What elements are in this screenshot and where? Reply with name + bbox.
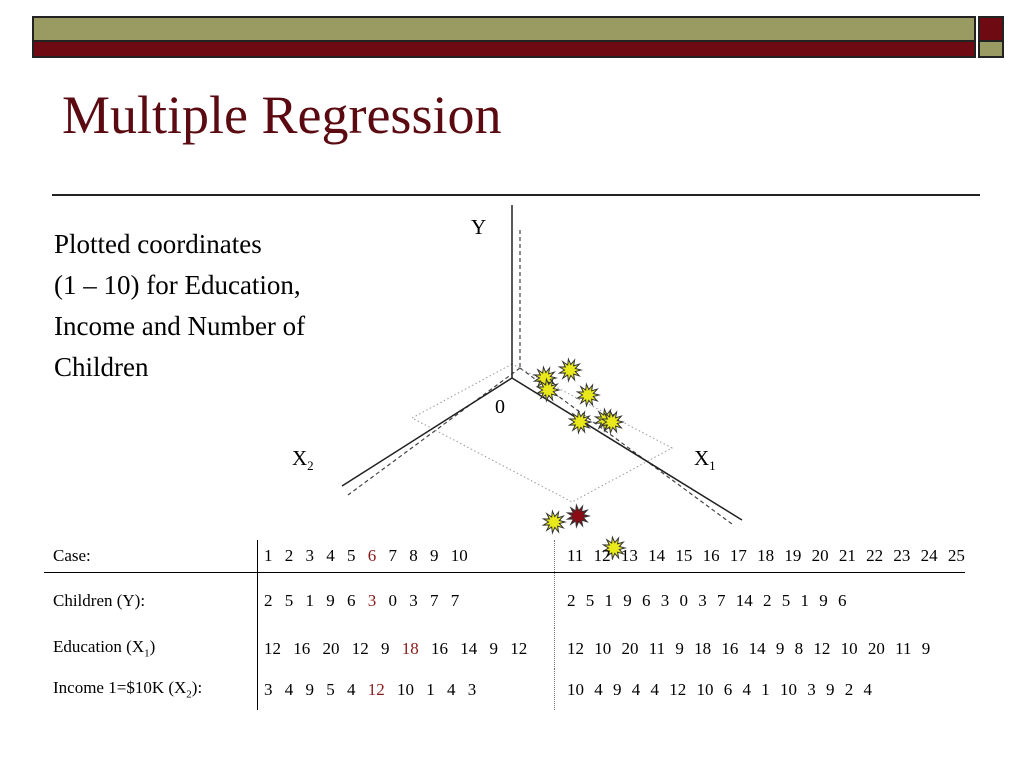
table-value: 10 — [594, 638, 612, 658]
table-value: 4 — [347, 679, 356, 699]
table-value: 9 — [489, 638, 498, 658]
table-value: 5 — [284, 590, 294, 610]
table-row — [44, 669, 965, 710]
description-line: Children — [54, 352, 149, 382]
table-value: 3 — [367, 590, 377, 610]
table-value: 9 — [326, 590, 335, 610]
table-value: 24 — [920, 546, 938, 565]
table-value: 9 — [819, 590, 828, 610]
table-value: 12 — [264, 638, 281, 658]
header-corner-olive-square — [978, 42, 1004, 58]
table-value: 3 — [698, 590, 707, 610]
row-label-text: Children (Y): — [53, 590, 146, 610]
table-value: 18 — [401, 638, 419, 658]
3d-scatter-diagram — [280, 200, 760, 560]
table-value: 8 — [794, 638, 804, 658]
table-value: 6 — [723, 679, 733, 699]
table-value: 22 — [866, 546, 884, 565]
table-value: 16 — [721, 638, 739, 658]
table-value: 20 — [621, 638, 639, 658]
table-value: 9 — [613, 679, 622, 699]
table-value: 1 — [426, 679, 435, 699]
table-value: 14 — [735, 590, 753, 610]
x2-axis-projection — [348, 368, 520, 495]
row-label-subscript: 1 — [144, 647, 150, 660]
cases-1-10-cell — [258, 573, 555, 629]
table-row — [44, 573, 965, 629]
table-value: 5 — [585, 590, 595, 610]
description-line: Income and Number of — [54, 311, 306, 341]
x2-axis-letter: X — [292, 446, 308, 470]
table-row — [44, 628, 965, 669]
table-value: 25 — [947, 546, 965, 565]
row-label-tail: ) — [149, 637, 156, 657]
table-value: 9 — [921, 638, 931, 658]
table-value: 6 — [838, 590, 847, 610]
table-value: 12 — [593, 546, 611, 565]
table-value: 14 — [460, 638, 478, 658]
table-value: 9 — [826, 679, 835, 699]
table-value: 19 — [784, 546, 802, 565]
table-value: 20 — [811, 546, 829, 565]
row-label-subscript: 2 — [186, 688, 192, 701]
table-value: 7 — [450, 590, 460, 610]
table-value: 16 — [293, 638, 311, 658]
table-value: 12 — [510, 638, 528, 658]
data-point-star — [577, 384, 599, 406]
table-value: 4 — [326, 546, 335, 565]
table-value: 9 — [775, 638, 785, 658]
table-value: 9 — [623, 590, 632, 610]
table-value: 2 — [264, 590, 273, 610]
header-red-bar — [32, 42, 976, 58]
table-value: 10 — [567, 679, 584, 699]
data-point-star — [569, 411, 591, 433]
row-label-text: Case: — [53, 546, 91, 565]
row-label — [44, 540, 258, 573]
table-value: 5 — [781, 590, 791, 610]
data-point-star — [537, 379, 559, 401]
row-label — [44, 669, 258, 710]
row-label — [44, 573, 258, 629]
table-value: 14 — [648, 546, 666, 565]
table-value: 5 — [347, 546, 356, 565]
table-value: 2 — [763, 590, 772, 610]
table-value: 8 — [409, 546, 418, 565]
table-value: 18 — [757, 546, 775, 565]
table-value: 4 — [742, 679, 751, 699]
cases-1-10-cell — [258, 540, 555, 573]
table-value: 6 — [642, 590, 651, 610]
table-value: 2 — [567, 590, 576, 610]
title-divider — [52, 194, 980, 196]
data-points — [534, 359, 625, 559]
table-value: 3 — [305, 546, 314, 565]
table-value: 1 — [604, 590, 613, 610]
table-value: 1 — [305, 590, 314, 610]
description-line: (1 – 10) for Education, — [54, 270, 301, 300]
x2-axis-subscript: 2 — [307, 458, 314, 474]
table-value: 10 — [450, 546, 468, 565]
row-label-tail: ): — [191, 678, 203, 698]
cases-1-10-cell — [258, 628, 555, 669]
table-value: 17 — [729, 546, 747, 565]
table-value: 12 — [567, 638, 584, 658]
table-value: 18 — [694, 638, 712, 658]
y-axis-label: Y — [471, 215, 487, 239]
table-value: 1 — [800, 590, 809, 610]
table-value: 11 — [895, 638, 912, 658]
table-value: 6 — [367, 546, 377, 565]
table-value: 1 — [264, 546, 273, 565]
table-value: 7 — [388, 546, 397, 565]
table-value: 9 — [675, 638, 684, 658]
table-value: 10 — [397, 679, 414, 699]
table-value: 0 — [679, 590, 688, 610]
table-value: 0 — [388, 590, 397, 610]
cases-11-25-cell — [555, 573, 965, 629]
table-value: 12 — [669, 679, 687, 699]
table-row — [44, 540, 965, 573]
table-value: 20 — [867, 638, 885, 658]
table-value: 3 — [660, 590, 670, 610]
table-value: 1 — [761, 679, 770, 699]
table-value: 23 — [893, 546, 911, 565]
table-value: 2 — [844, 679, 854, 699]
table-value: 16 — [702, 546, 720, 565]
row-label-text: Education (X — [53, 637, 145, 657]
table-value: 9 — [381, 638, 390, 658]
table-value: 4 — [447, 679, 456, 699]
header-corner-red-square — [978, 16, 1004, 42]
row-label-text: Income 1=$10K (X — [53, 678, 187, 698]
table-value: 13 — [620, 546, 638, 565]
table-value: 4 — [594, 679, 603, 699]
table-value: 12 — [367, 679, 385, 699]
table-value: 5 — [326, 679, 335, 699]
table-value: 11 — [648, 638, 666, 658]
slide-title: Multiple Regression — [62, 85, 502, 145]
data-table — [44, 540, 965, 710]
origin-label: 0 — [495, 396, 505, 418]
table-value: 4 — [631, 679, 641, 699]
table-value: 10 — [780, 679, 797, 699]
table-value: 7 — [430, 590, 439, 610]
table-value: 9 — [430, 546, 439, 565]
table-value: 9 — [305, 679, 314, 699]
table-value: 11 — [567, 546, 584, 565]
table-value: 7 — [717, 590, 726, 610]
x1-axis-letter: X — [694, 446, 710, 470]
x1-axis-label — [694, 446, 716, 474]
table-value: 3 — [467, 679, 477, 699]
data-point-star — [559, 359, 581, 381]
highlighted-data-point-star — [567, 505, 589, 527]
table-value: 3 — [409, 590, 418, 610]
description-line: Plotted coordinates — [54, 229, 262, 259]
table-value: 10 — [840, 638, 858, 658]
data-point-star — [543, 511, 565, 533]
cases-11-25-cell — [555, 628, 965, 669]
table-value: 4 — [284, 679, 294, 699]
table-value: 21 — [838, 546, 856, 565]
cases-11-25-cell — [555, 669, 965, 710]
table-value: 6 — [347, 590, 356, 610]
table-value: 2 — [284, 546, 294, 565]
table-value: 14 — [748, 638, 766, 658]
cases-11-25-cell — [555, 540, 965, 573]
table-value: 4 — [863, 679, 872, 699]
table-value: 12 — [813, 638, 831, 658]
table-value: 3 — [807, 679, 816, 699]
table-value: 4 — [650, 679, 659, 699]
table-value: 12 — [351, 638, 369, 658]
x2-axis-line — [342, 378, 512, 486]
header-olive-bar — [32, 16, 976, 42]
x1-axis-subscript: 1 — [709, 458, 716, 474]
table-value: 20 — [322, 638, 340, 658]
table-value: 15 — [675, 546, 693, 565]
x2-axis-label — [292, 446, 314, 474]
table-value: 3 — [264, 679, 273, 699]
cases-1-10-cell — [258, 669, 555, 710]
table-value: 10 — [696, 679, 714, 699]
table-value: 16 — [431, 638, 448, 658]
row-label — [44, 628, 258, 669]
